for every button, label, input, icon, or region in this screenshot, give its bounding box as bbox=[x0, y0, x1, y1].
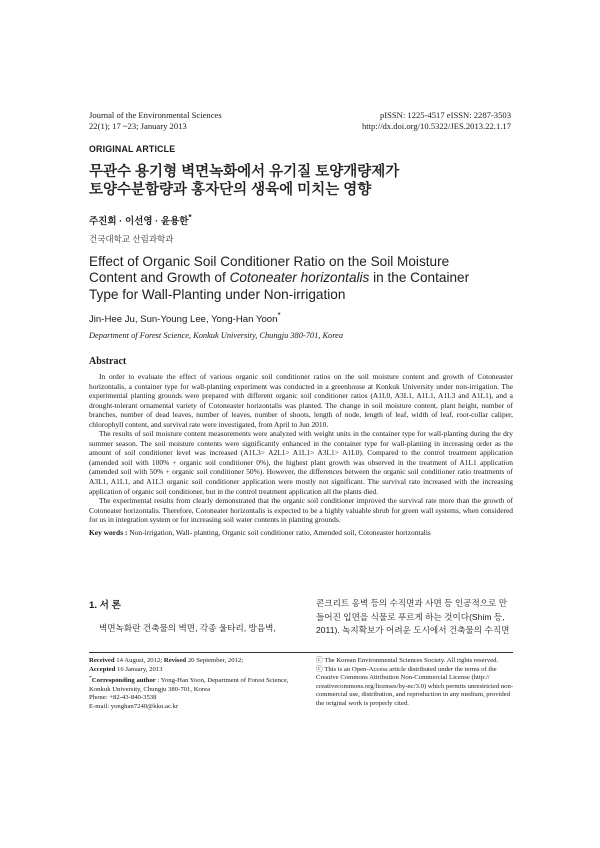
corresponding-mark: * bbox=[89, 675, 92, 681]
english-authors bbox=[89, 311, 281, 325]
korean-affiliation: 건국대학교 산림과학과 bbox=[89, 234, 174, 244]
license-text: ⓒ This is an Open-Access article distributed under the terms of the Creative Commons Attribution Non-Commercial License (http:// creativecommons.org/licenses/by-nc/3.0) which permits unrestricted non-commercial use, distribution, and reproduction in any medium, provided the original work is properly cited. bbox=[316, 665, 514, 707]
species-name: Cotoneater horizontalis bbox=[229, 270, 370, 286]
korean-title bbox=[89, 163, 519, 199]
corresponding-mark: * bbox=[188, 213, 192, 222]
body-line: 콘크리트 옹벽 등의 수직면과 사면 등 인공적으로 만 bbox=[316, 598, 508, 608]
journal-ids bbox=[362, 110, 511, 132]
body-line: 2011). 녹지확보가 어려운 도시에서 건축물의 수직면 bbox=[316, 625, 510, 635]
copyright: ⓒ The Korean Environmental Sciences Society. All rights reserved. bbox=[316, 657, 499, 664]
keywords-list: Non-irrigation, Wall- planting, Organic soil conditioner ratio, Amended soil, Cotoneaster horizontalis bbox=[127, 527, 431, 537]
footnote-license bbox=[316, 657, 516, 708]
english-author-list: Jin-Hee Ju, Sun-Young Lee, Yong-Han Yoon bbox=[89, 314, 278, 326]
accepted bbox=[89, 666, 295, 675]
label: Accepted bbox=[89, 665, 116, 673]
journal-info bbox=[89, 110, 222, 132]
article-type: ORIGINAL ARTICLE bbox=[89, 144, 176, 154]
label: Corresponding author bbox=[91, 677, 156, 685]
corresponding-author bbox=[89, 674, 295, 694]
korean-author-list: 주진희 · 이선영 · 윤용한 bbox=[89, 216, 189, 228]
body-line: 들어진 입면을 식물로 푸르게 하는 것이다(Shim 등, bbox=[316, 611, 505, 622]
introduction-section bbox=[89, 597, 297, 634]
title-text: Content and Growth of bbox=[89, 270, 230, 286]
section-heading: 1. 서 론 bbox=[89, 600, 121, 611]
english-title-line bbox=[89, 270, 519, 286]
issn: pISSN: 1225-4517 eISSN: 2287-3503 bbox=[379, 110, 511, 120]
korean-authors bbox=[89, 213, 192, 227]
abstract-paragraph: The results of soil moisture content measurements were analyzed with weight units in the container type for wall-planting during the dry summer season. The soil moisture contents were significantly enhanced in the container type for wall-planting in increasing order as the amount of soil conditioner level was increased (A1L3> A2L1> A1L1> A3L1> A1L0). Compared to the control treatment application (amended soil with 100% + organic soil conditioner 0%), the highest plant growth was observed in the treatment of A1L1 application (amended soil with 50% + organic soil conditioner 50%). However, the differences between the organic soil conditioner ratio treatments of A3L1, A1L1, and A1L3 organic soil conditioner application were mostly not significant. The survival rate increased with the increasing application of organic soil conditioner, but in the control treatment application all the plants died. bbox=[89, 429, 513, 496]
keywords bbox=[89, 528, 513, 538]
received-revised bbox=[89, 657, 295, 666]
journal-volume: 22(1); 17 ~23; January 2013 bbox=[89, 121, 187, 131]
value: 16 January, 2013 bbox=[115, 665, 163, 673]
intro-paragraph: 벽면녹화란 건축물의 벽면, 각종 울타리, 방음벽, bbox=[99, 623, 276, 633]
abstract-body bbox=[89, 372, 513, 537]
email[interactable]: E-mail: yonghan7240@kku.ac.kr bbox=[89, 702, 179, 710]
abstract-paragraph: In order to evaluate the effect of various organic soil conditioner ratios on the soil moisture content and growth of Cotoneaster horizontalis, a container type for wall-planting experiment was conducted in a greenhouse at Konkuk University under non-irrigation. The experimental planting grounds were prepared with different organic soil conditioner ratios (A1L0, A3L1, A1L1, A1L3 and A1L1), and a drought-tolerant ornamental variety of Cotoneaster horizontalis was planted. The change in soil moisture content, plant height, number of branches, number of dead leaves, number of leaves, number of shoots, length of node, length of leaf, width of leaf, root-collar caliper, chlorophyll content, and survival rate were investigated, from April to Jun 2010. bbox=[89, 372, 513, 429]
corresponding-mark: * bbox=[277, 311, 281, 320]
footnote-divider bbox=[89, 652, 513, 653]
abstract-heading: Abstract bbox=[89, 356, 127, 367]
footnote-dates bbox=[89, 657, 295, 711]
journal-name: Journal of the Environmental Sciences bbox=[89, 110, 222, 120]
keywords-label: Key words : bbox=[89, 527, 128, 537]
intro-column-right bbox=[316, 597, 512, 638]
english-affiliation: Department of Forest Science, Konkuk University, Chungju 380-701, Korea bbox=[89, 331, 344, 340]
phone: Phone: +82-43-840-3538 bbox=[89, 694, 157, 702]
english-title-line: Type for Wall-Planting under Non-irrigation bbox=[89, 286, 346, 302]
abstract-paragraph: The experimental results from clearly demonstrated that the organic soil conditioner improved the survival rate more than the growth of Cotoneater horizontalis. Therefore, Cotoneater horizontalis is expected to be a highly valuable shrub for green wall systems, when considered for us in integration system or for increasing soil water contents in planting grounds. bbox=[89, 496, 513, 525]
label: Received bbox=[89, 657, 115, 664]
label: Revised bbox=[163, 657, 187, 664]
korean-title-line: 무관수 용기형 벽면녹화에서 유기질 토양개량제가 bbox=[89, 164, 400, 180]
english-title-line: Effect of Organic Soil Conditioner Ratio on the Soil Moisture bbox=[89, 254, 450, 269]
title-text: in the Container bbox=[369, 270, 470, 286]
value: : Yong-Han Yoon, Department of Forest Science, Konkuk University, Chungju 380-701, Korea bbox=[89, 677, 289, 693]
value: 20 September, 2012; bbox=[186, 657, 244, 664]
doi-link[interactable]: http://dx.doi.org/10.5322/JES.2013.22.1.17 bbox=[361, 121, 511, 131]
korean-title-line: 토양수분함량과 홍자단의 생육에 미치는 영향 bbox=[89, 182, 372, 198]
english-title bbox=[89, 254, 519, 303]
value: 14 August, 2012; bbox=[114, 657, 164, 664]
